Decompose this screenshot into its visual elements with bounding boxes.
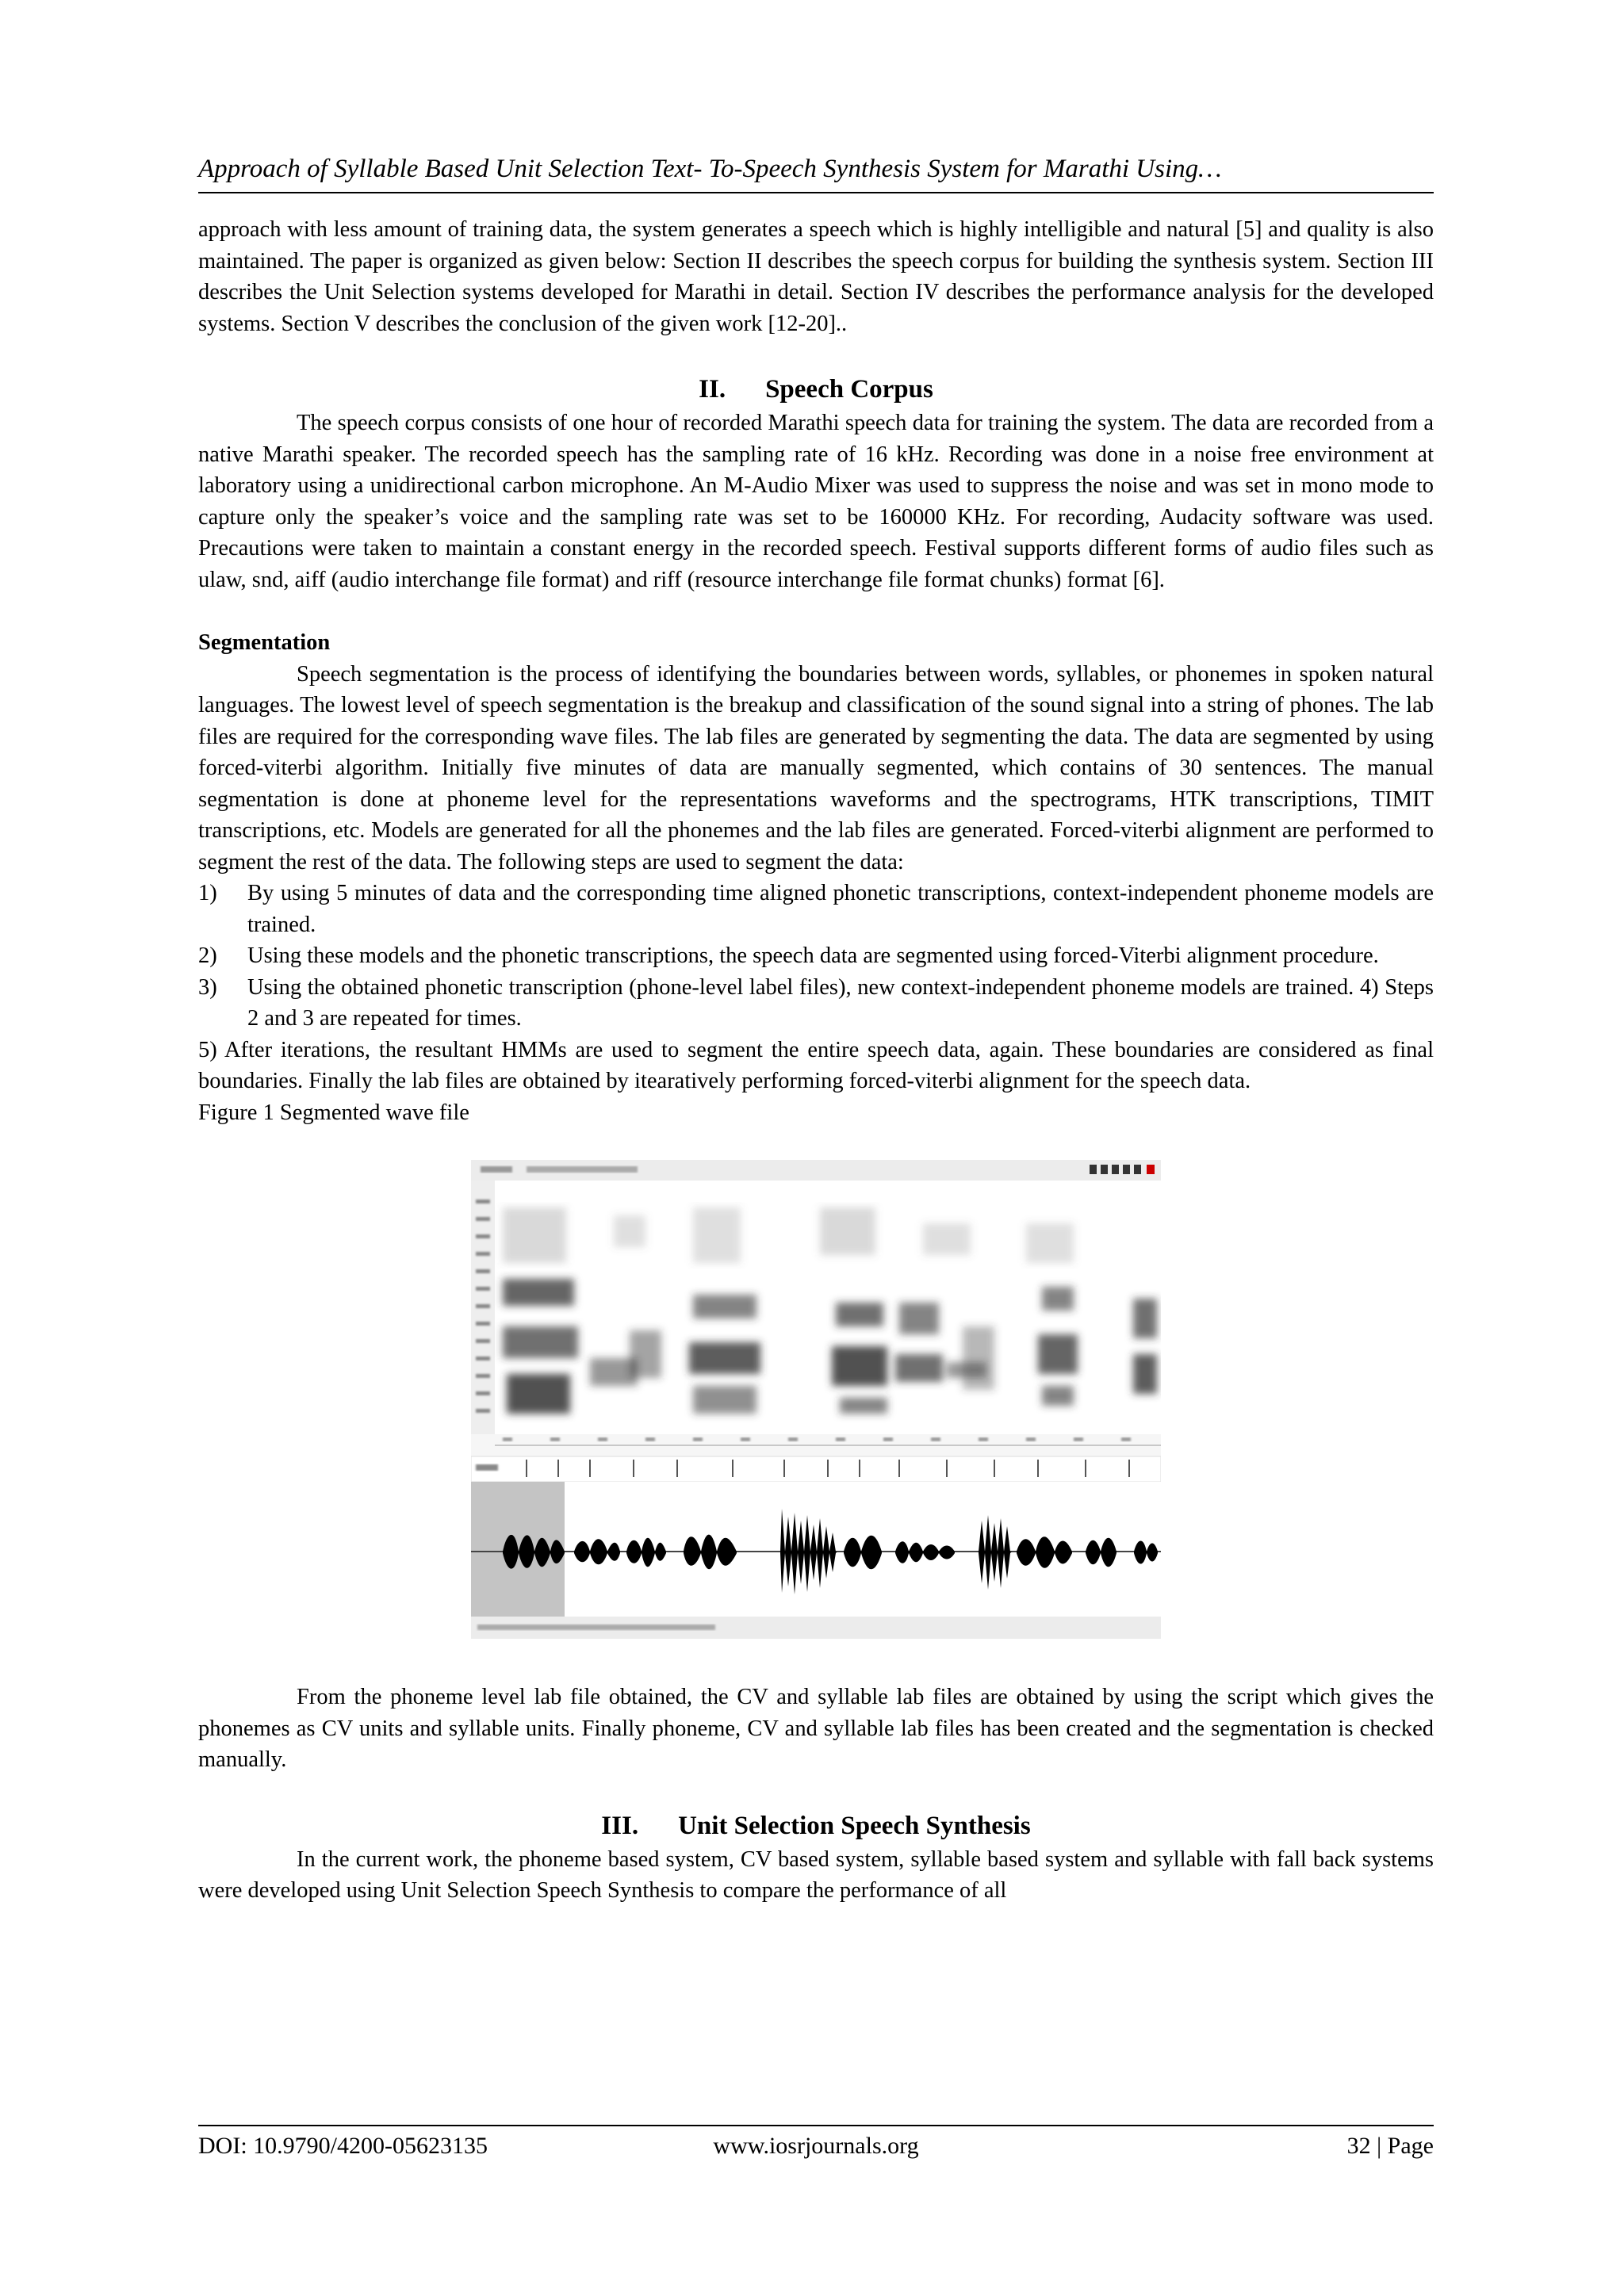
section-3-number: III. (601, 1811, 639, 1840)
label-tier (471, 1456, 1161, 1482)
section-2-heading (198, 371, 1434, 408)
waveform-panel (471, 1482, 1161, 1617)
list-marker: 2) (198, 943, 217, 968)
intro-continued-paragraph: approach with less amount of training data, the system generates a speech which is highly intelligible and natural [5] and quality is also maintained. The paper is organized as given below: Section II describes the speech corpus for building the synthesis system. Section III describes the Unit Selection systems developed for Marathi in detail. Section IV describes the performance analysis for the developed systems. Section V describes the conclusion of the given work [12-20].. (198, 217, 1434, 336)
section-3-title: Unit Selection Speech Synthesis (678, 1811, 1031, 1840)
section-2-number: II. (699, 375, 726, 404)
list-marker: 1) (198, 881, 217, 905)
unit-selection-paragraph: In the current work, the phoneme based system, CV based system, syllable based system and syllable with fall back systems were developed using Unit Selection Speech Synthesis to compare the performance of all (198, 1846, 1434, 1903)
status-bar (471, 1617, 1161, 1639)
list-text: Using these models and the phonetic transcriptions, the speech data are segmented using forced-Viterbi alignment procedure. (247, 943, 1379, 968)
segmentation-paragraph: Speech segmentation is the process of identifying the boundaries between words, syllables, or phonemes in spoken natural languages. The lowest level of speech segmentation is the breakup and classification of the sound signal into a string of phones. The lab files are required for the corresponding wave files. The lab files are generated by segmenting the data. The data are segmented by using forced-viterbi algorithm. Initially five minutes of data are manually segmented, which contains of 30 sentences. The manual segmentation is done at phoneme level for the representations waveforms and the spectrograms, HTK transcriptions, TIMIT transcriptions, etc. Models are generated for all the phonemes and the lab files are generated. Forced-viterbi alignment are performed to segment the rest of the data. The following steps are used to segment the data: (198, 661, 1434, 874)
journal-website: www.iosrjournals.org (713, 2133, 919, 2159)
header-rule (198, 192, 1434, 193)
speech-corpus-paragraph: The speech corpus consists of one hour of recorded Marathi speech data for training the system. The data are recorded from a native Marathi speaker. The recorded speech has the sampling rate of 16 kHz. Recording was done in a noise free environment at laboratory using a unidirectional carbon microphone. An M-Audio Mixer was used to suppress the noise and was set in mono mode to capture only the speaker’s voice and the sampling rate was set to be 160000 KHz. For recording, Audacity software was used. Precautions were taken to maintain a constant energy in the recorded speech. Festival supports different forms of audio files such as ulaw, snd, aiff (audio interchange file format) and riff (resource interchange file format chunks) format [6]. (198, 411, 1434, 592)
running-title: Approach of Syllable Based Unit Selection Text- To-Speech Synthesis System for Marathi Using… (198, 155, 1222, 183)
section-2-title: Speech Corpus (765, 375, 933, 404)
post-figure-paragraph: From the phoneme level lab file obtained, the CV and syllable lab files are obtained by using the script which gives the phonemes as CV units and syllable units. Finally phoneme, CV and syllable lab files has been created and the segmentation is checked manually. (198, 1685, 1434, 1772)
list-item (198, 940, 1434, 972)
list-text: By using 5 minutes of data and the corresponding time aligned phonetic transcriptions, context-independent phoneme models are trained. (247, 881, 1434, 937)
segmentation-heading: Segmentation (198, 630, 331, 655)
doi-text: DOI: 10.9790/4200-05623135 (198, 2133, 488, 2159)
segmented-wave-image (471, 1160, 1161, 1639)
spectrogram-panel (471, 1181, 1161, 1434)
figure-caption: Figure 1 Segmented wave file (198, 1100, 469, 1125)
footer-rule (198, 2125, 1434, 2126)
time-axis (471, 1434, 1161, 1456)
section-3-heading (198, 1808, 1434, 1844)
step-5-paragraph: 5) After iterations, the resultant HMMs are used to segment the entire speech data, again. These boundaries are considered as final boundaries. Finally the lab files are obtained by itearatively performing forced-viterbi alignment for the speech data. (198, 1037, 1434, 1093)
list-item (198, 878, 1434, 940)
page-number: 32 | Page (1346, 2133, 1434, 2159)
segmented-wave-figure (471, 1160, 1161, 1639)
list-marker: 3) (198, 974, 217, 1000)
list-item (198, 972, 1434, 1035)
page-body (198, 214, 1434, 1907)
list-text: Using the obtained phonetic transcription (phone-level label files), new context-independent phoneme models are trained. 4) Steps 2 and 3 are repeated for times. (247, 974, 1434, 1031)
